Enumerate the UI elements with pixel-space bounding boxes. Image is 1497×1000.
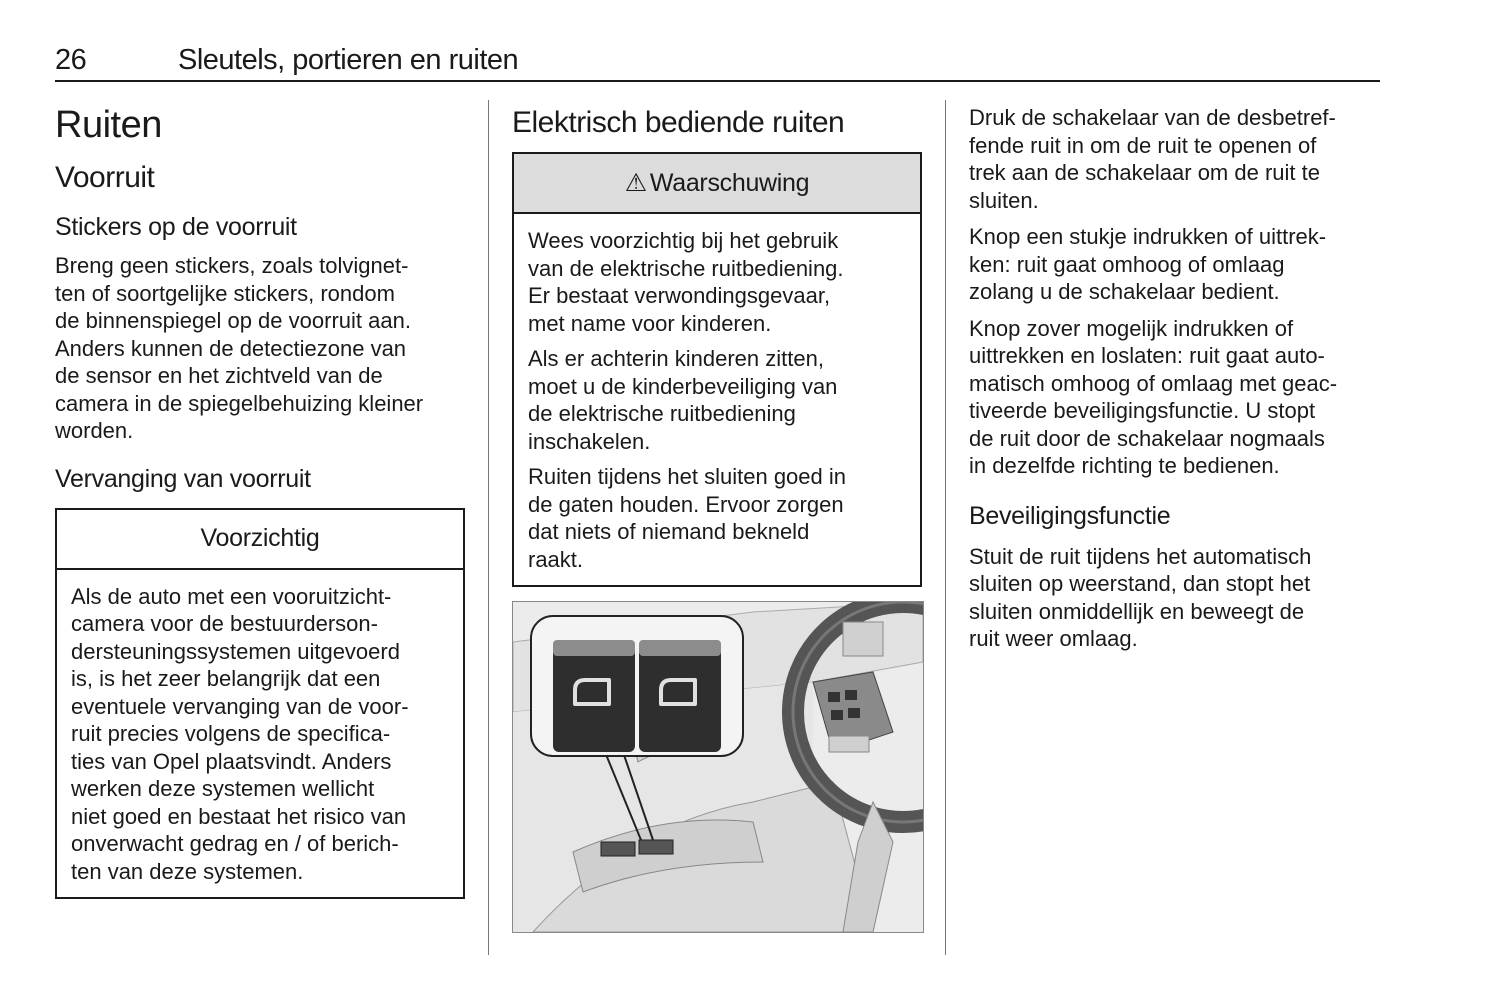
caution-box (55, 508, 465, 900)
safety-function-heading: Beveiligingsfunctie (969, 501, 1171, 530)
warning-body (514, 214, 920, 585)
warning-box (512, 152, 922, 587)
section-title: Ruiten (55, 104, 162, 146)
stickers-paragraph: Breng geen stickers, zoals tolvignet- ten of soortgelijke stickers, rondom de binnenspiegel op de voorruit aan. Anders kunnen de detectiezone van de sensor en het zichtveld van de camera in de spiegelbehuizing kleiner worden. (55, 253, 424, 443)
warning-title: Waarschuwing (649, 168, 810, 197)
stickers-heading: Stickers op de voorruit (55, 213, 297, 241)
warning-paragraph: Wees voorzichtig bij het gebruik van de elektrische ruitbediening. Er bestaat verwondingsgevaar, met name voor kinderen. (528, 228, 844, 336)
power-windows-heading: Elektrisch bediende ruiten (512, 106, 845, 139)
warning-paragraph: Als er achterin kinderen zitten, moet u de kinderbeveiliging van de elektrische ruitbediening inschakelen. (528, 346, 838, 454)
subsection-title: Voorruit (55, 161, 155, 194)
chapter-title: Sleutels, portieren en ruiten (178, 44, 519, 76)
column-2 (512, 100, 922, 933)
window-switch-illustration (512, 601, 924, 933)
safety-function-paragraph: Stuit de ruit tijdens het automatisch sluiten op weerstand, dan stopt het sluiten onmiddellijk en beweegt de ruit weer omlaag. (969, 543, 1312, 651)
warning-header (514, 154, 920, 214)
column-divider (488, 100, 489, 955)
column-3 (969, 100, 1380, 653)
operation-paragraph: Druk de schakelaar van de desbetref- fende ruit in om de ruit te openen of trek aan de schakelaar om de ruit te sluiten. (969, 105, 1336, 213)
column-1 (55, 100, 465, 899)
warning-triangle-icon: ⚠ (624, 169, 647, 197)
operation-paragraph: Knop zover mogelijk indrukken of uittrekken en loslaten: ruit gaat auto- matisch omhoog of omlaag met geac- tiveerde beveiligingsfunctie. U stopt de ruit door de schakelaar nogmaals in dezelfde richting te bedienen. (969, 315, 1338, 478)
caution-body: Als de auto met een vooruitzicht- camera voor de bestuurderson- dersteuningssystemen uitgevoerd is, is het zeer belangrijk dat een eventuele vervanging van de voor- ruit precies volgens de specifica- ties van Opel plaatsvindt. Anders werken deze systemen wellicht niet goed en bestaat het risico van onverwacht gedrag en / of berich- ten van deze systemen. (71, 583, 409, 884)
column-divider (945, 100, 946, 955)
page-number: 26 (55, 44, 87, 76)
page-header (55, 40, 1380, 82)
replacement-heading: Vervanging van voorruit (55, 464, 311, 493)
warning-paragraph: Ruiten tijdens het sluiten goed in de gaten houden. Ervoor zorgen dat niets of niemand bekneld raakt. (528, 464, 846, 572)
operation-paragraph: Knop een stukje indrukken of uittrek- ken: ruit gaat omhoog of omlaag zolang u de schakelaar bedient. (969, 224, 1327, 304)
caution-title: Voorzichtig (57, 510, 463, 570)
